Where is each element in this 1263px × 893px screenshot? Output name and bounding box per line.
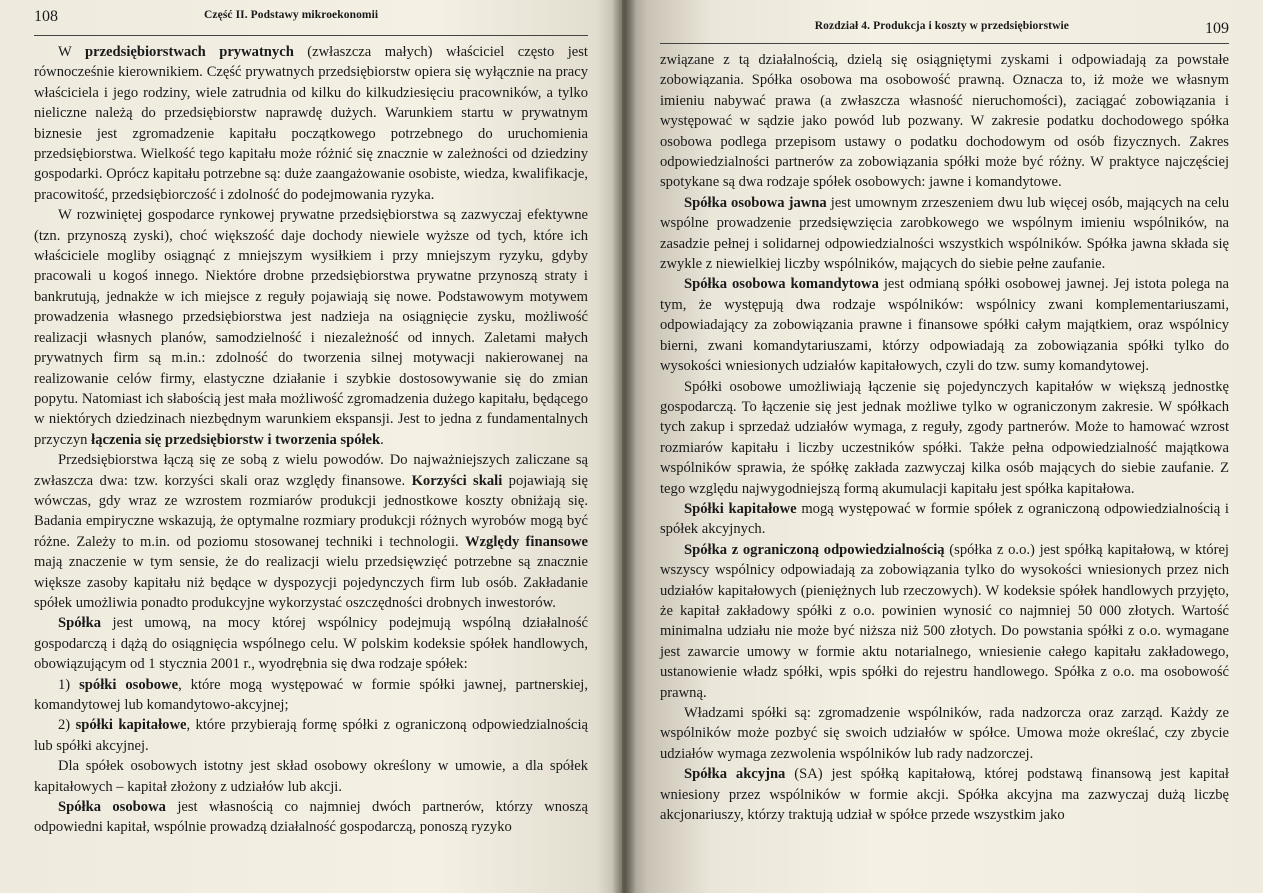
paragraph: związane z tą działalnością, dzielą się osiągniętymi zyskami i odpowiadają za powstałe zobowiązania. Spółka osobowa ma osobowość prawną. Oznacza to, iż może we własnym imieniu nabywać prawa (a zwłaszcza własność nieruchomości), zaciągać zobowiązania i występować w sądzie jako powód lub pozwany. W zakresie podatku dochodowego spółka osobowa podlega przepisom ustawy o podatku dochodowym od osób fizycznych. Zakres odpowiedzialności partnerów za zobowiązania spółki może być różny. W praktyce najczęściej spotykane są dwa rodzaje spółek osobowych: jawne i komandytowe. bbox=[660, 52, 1229, 191]
right-page bbox=[622, 0, 1263, 893]
page-number-left: 108 bbox=[34, 8, 58, 25]
list-item: 1) spółki osobowe, które mogą występować w formie spółki jawnej, partnerskiej, komandytowej lub komandytowo-akcyjnej; bbox=[34, 676, 588, 713]
paragraph: Przedsiębiorstwa łączą się ze sobą z wielu powodów. Do najważniejszych zaliczane są zwłaszcza dwa: tzw. korzyści skali oraz względy finansowe. Korzyści skali pojawiają się wówczas, gdy wraz ze wzrostem rozmiarów produkcji jednostkowe koszty obniżają się. Badania empiryczne wskazują, że optymalne rozmiary produkcji różnych wyrobów mogą być różne. Zależy to m.in. od poziomu stosowanej techniki i technologii. Względy finansowe mają znaczenie w tym sensie, że do realizacji wielu przedsięwzięć potrzebne są znacznie większe zasoby kapitału niż będące w dyspozycji pojedynczych firm lub osób. Zakładanie spółek umożliwia ponadto produkcyjne wykorzystać oszczędności drobnych inwestorów. bbox=[34, 452, 588, 611]
book-gutter bbox=[612, 0, 636, 893]
running-title-right: Rozdział 4. Produkcja i koszty w przedsiębiorstwie bbox=[814, 20, 1069, 32]
paragraph: Spółka jest umową, na mocy której wspólnicy podejmują wspólną działalność gospodarczą i dążą do osiągnięcia wspólnego celu. W polskim kodeksie spółek handlowych, obowiązującym od 1 stycznia 2001 r., wyodrębnia się dwa rodzaje spółek: bbox=[34, 615, 588, 673]
paragraph: Władzami spółki są: zgromadzenie wspólników, rada nadzorcza oraz zarząd. Każdy ze wspólników może pozbyć się swoich udziałów w spółce. Umowa może określać, czy zbycie udziałów wymaga zezwolenia wspólników lub rady nadzorczej. bbox=[660, 705, 1229, 762]
paragraph: Spółka osobowa komandytowa jest odmianą spółki osobowej jawnej. Jej istota polega na tym, że występują dwa rodzaje wspólników: wspólnicy zwani komplementariuszami, odpowiadający za zobowiązania prawne i finansowe spółki całym majątkiem, oraz wspólnicy bierni, zwani komandytariuszami, którzy odpowiadają za zobowiązania spółki tylko do wysokości wniesionych udziałów kapitałowych, czyli do tzw. sumy komandytowej. bbox=[660, 276, 1229, 375]
right-page-header bbox=[660, 14, 1229, 44]
paragraph: W rozwiniętej gospodarce rynkowej prywatne przedsiębiorstwa są zazwyczaj efektywne (tzn. przynoszą zyski), choć większość daje dochody niewiele wyższe od tych, które ich właściciele mogliby osiągnąć z mniejszym wysiłkiem i przy mniejszym ryzyku, gdyby pracowali u kogoś innego. Niektóre drobne przedsiębiorstwa prywatne przynoszą straty i bankrutują, jednakże w ich miejsce z reguły pojawiają się nowe. Podstawowym motywem prowadzenia własnego przedsiębiorstwa jest nadzieja na osiągnięcie zysku, możliwość realizacji własnych planów, samodzielność i niezależność od innych. Zaletami małych prywatnych firm są m.in.: zdolność do tworzenia silnej motywacji nakierowanej na realizowanie celów firmy, elastyczne działanie i szybkie dostosowywanie się do zmian popytu. Natomiast ich słabością jest mała możliwość zgromadzenia dużego kapitału, będącego w niektórych dziedzinach niezbędnym warunkiem ekspansji. Jest to jedna z fundamentalnych przyczyn łączenia się przedsiębiorstw i tworzenia spółek. bbox=[34, 207, 588, 448]
page-number-right: 109 bbox=[1205, 20, 1229, 37]
paragraph: Spółki osobowe umożliwiają łączenie się pojedynczych kapitałów w większą jednostkę gospodarczą. To łączenie się jest jednak możliwe tylko w ograniczonym zakresie. W spółkach tych zakup i sprzedaż udziałów wymaga, z reguły, zgody partnerów. Może to hamować wzrost rozmiarów kapitału i liczby uczestników spółki. Także pełna odpowiedzialność majątkowa wspólników sprawia, że spółkę zakłada zazwyczaj kilka osób mających do siebie zaufanie. Z tego względu najwygodniejszą formą akumulacji kapitału jest spółka kapitałowa. bbox=[660, 378, 1229, 497]
paragraph: Dla spółek osobowych istotny jest skład osobowy określony w umowie, a dla spółek kapitałowych – kapitał złożony z udziałów lub akcji. bbox=[34, 758, 588, 795]
paragraph: Spółka z ograniczoną odpowiedzialnością (spółka z o.o.) jest spółką kapitałową, w której wszyscy wspólnicy odpowiadają za zobowiązania tylko do wysokości wniesionych przez nich udziałów kapitałowych (pieniężnych lub rzeczowych). W kodeksie spółek handlowych przyjęto, że kapitał zakładowy spółki z o.o. powinien wynosić co najmniej 50 000 złotych. Wartość minimalna udziału nie może być niższa niż 500 złotych. Do powstania spółki z o.o. wymagane jest zawarcie umowy w formie aktu notarialnego, wniesienie całego kapitału zakładowego, ustanowienie władz spółki, wpis spółki do rejestru handlowego. Spółka z o.o. ma osobowość prawną. bbox=[660, 541, 1229, 701]
paragraph: Spółka osobowa jawna jest umownym zrzeszeniem dwu lub więcej osób, mających na celu wspólne prowadzenie przedsięwzięcia zarobkowego we wspólnym imieniu wspólników, na zasadzie pełnej i solidarnej odpowiedzialności wszystkich wspólników. Spółka jawna składa się zwykle z niewielkiej liczby wspólników, mających do siebie pełne zaufanie. bbox=[660, 194, 1229, 273]
paragraph: Spółki kapitałowe mogą występować w formie spółek z ograniczoną odpowiedzialnością i spółek akcyjnych. bbox=[660, 500, 1229, 538]
paragraph: Spółka akcyjna (SA) jest spółką kapitałową, której podstawą finansową jest kapitał wniesiony przez wspólników w formie akcji. Spółka akcyjna ma zazwyczaj dużą liczbę akcjonariuszy, którzy traktują udział w spółce przede wszystkim jako bbox=[660, 766, 1229, 824]
paragraph: Spółka osobowa jest własnością co najmniej dwóch partnerów, którzy wnoszą odpowiedni kapitał, wspólnie prowadzą działalność gospodarczą, ponoszą ryzyko bbox=[34, 799, 589, 836]
paragraph: W przedsiębiorstwach prywatnych (zwłaszcza małych) właściciel często jest równocześnie kierownikiem. Część prywatnych przedsiębiorstw opiera się wyłącznie na pracy właściciela i jego rodziny, wiele zatrudnia od kilku do kilkudziesięciu pracowników, a tylko nieliczne należą do przedsiębiorstw naprawdę dużych. Warunkiem startu w prywatnym biznesie jest zgromadzenie kapitału początkowego potrzebnego do uruchomienia przedsiębiorstwa. Wielkość tego kapitału może różnić się znacznie w zależności od dziedziny gospodarki. Oprócz kapitału potrzebne są: duże zaangażowanie osobiste, wiedza, kwalifikacje, pracowitość, przedsiębiorczość i zdolność do podejmowania ryzyka. bbox=[34, 44, 588, 203]
right-page-body bbox=[660, 50, 1229, 825]
left-page bbox=[0, 0, 622, 893]
left-page-header bbox=[34, 6, 588, 36]
list-item: 2) spółki kapitałowe, które przybierają formę spółki z ograniczoną odpowiedzialnością lub spółki akcyjnej. bbox=[34, 717, 589, 754]
left-page-body bbox=[34, 42, 588, 838]
running-title-left: Część II. Podstawy mikroekonomii bbox=[204, 9, 379, 21]
